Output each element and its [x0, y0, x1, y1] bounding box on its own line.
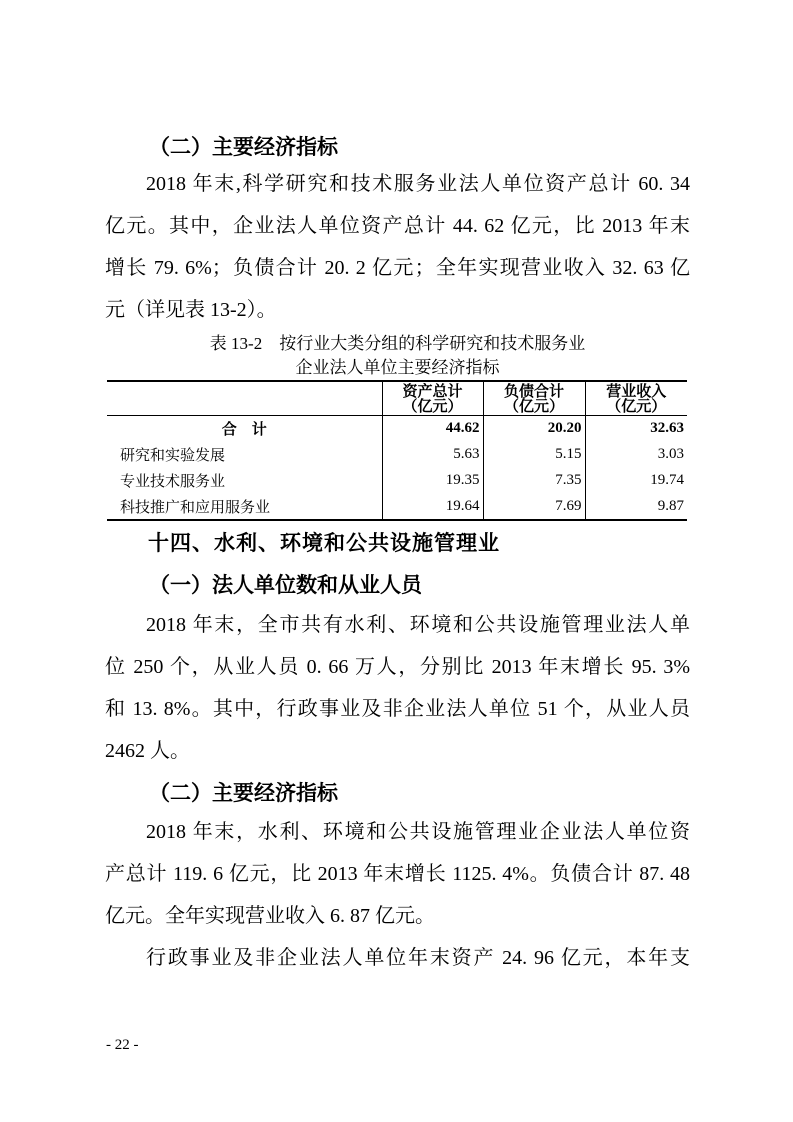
row-label: 科技推广和应用服务业 — [120, 499, 271, 516]
text-line: 和 13. 8%。其中，行政事业及非企业法人单位 51 个，从业人员 — [105, 698, 690, 720]
cell-value: 44.62 — [382, 416, 483, 442]
column-title: 营业收入 — [606, 383, 667, 400]
text-line: 亿元。全年实现营业收入 6. 87 亿元。 — [105, 905, 435, 927]
column-header-revenue — [585, 381, 687, 416]
text-line: 行政事业及非企业法人单位年末资产 24. 96 亿元，本年支 — [146, 947, 690, 969]
paragraph-units-employees — [105, 604, 690, 772]
table-header-empty-cell — [107, 381, 382, 416]
column-title: 负债合计 — [503, 383, 564, 400]
table-header-row — [107, 381, 687, 416]
page-number: - 22 - — [106, 1037, 139, 1053]
cell-value: 5.15 — [483, 442, 585, 468]
cell-value: 7.69 — [483, 493, 585, 520]
paragraph-admin-units — [105, 937, 690, 979]
column-unit: （亿元） — [606, 398, 667, 415]
text-line: 产总计 119. 6 亿元，比 2013 年末增长 1125. 4%。负债合计 87. 48 — [105, 863, 690, 885]
page-content — [105, 133, 690, 979]
paragraph-water-indicators — [105, 811, 690, 937]
table-caption-line1: 表 13-2 按行业大类分组的科学研究和技术服务业 — [209, 334, 586, 353]
cell-value: 20.20 — [483, 416, 585, 442]
table-row — [107, 442, 687, 468]
cell-value: 32.63 — [585, 416, 687, 442]
text-line: 2462 人。 — [105, 740, 190, 762]
table-13-2 — [107, 380, 687, 521]
table-caption — [105, 332, 690, 380]
text-line: 元（详见表 13-2）。 — [105, 299, 277, 321]
row-label: 合 计 — [221, 422, 267, 439]
section-heading-14: 十四、水利、环境和公共设施管理业 — [148, 532, 500, 555]
column-title: 资产总计 — [402, 383, 463, 400]
cell-value: 19.74 — [585, 468, 687, 494]
text-line: 增长 79. 6%；负债合计 20. 2 亿元；全年实现营业收入 32. 63 亿 — [105, 257, 690, 279]
subsection-heading-economic-indicators-13: （二）主要经济指标 — [149, 135, 338, 159]
text-line: 位 250 个，从业人员 0. 66 万人，分别比 2013 年末增长 95. 3% — [105, 656, 690, 678]
cell-value: 7.35 — [483, 468, 585, 494]
table-row — [107, 493, 687, 520]
table-caption-line2: 企业法人单位主要经济指标 — [295, 358, 500, 377]
text-line: 2018 年末,科学研究和技术服务业法人单位资产总计 60. 34 — [146, 173, 690, 195]
column-header-assets — [382, 381, 483, 416]
column-unit: （亿元） — [402, 398, 463, 415]
cell-value: 5.63 — [382, 442, 483, 468]
cell-value: 3.03 — [585, 442, 687, 468]
column-header-liabilities — [483, 381, 585, 416]
cell-value: 19.35 — [382, 468, 483, 494]
text-line: 2018 年末，水利、环境和公共设施管理业企业法人单位资 — [146, 821, 690, 843]
paragraph-science-indicators — [105, 163, 690, 331]
text-line: 亿元。其中，企业法人单位资产总计 44. 62 亿元，比 2013 年末 — [105, 215, 690, 237]
subsection-heading-economic-indicators-14: （二）主要经济指标 — [149, 781, 338, 805]
subsection-heading-units-employees: （一）法人单位数和从业人员 — [149, 573, 422, 597]
row-label: 专业技术服务业 — [120, 473, 226, 490]
table-row-total — [107, 416, 687, 442]
table-row — [107, 468, 687, 494]
text-line: 2018 年末，全市共有水利、环境和公共设施管理业法人单 — [146, 614, 690, 636]
cell-value: 9.87 — [585, 493, 687, 520]
cell-value: 19.64 — [382, 493, 483, 520]
row-label: 研究和实验发展 — [120, 448, 226, 465]
column-unit: （亿元） — [503, 398, 564, 415]
